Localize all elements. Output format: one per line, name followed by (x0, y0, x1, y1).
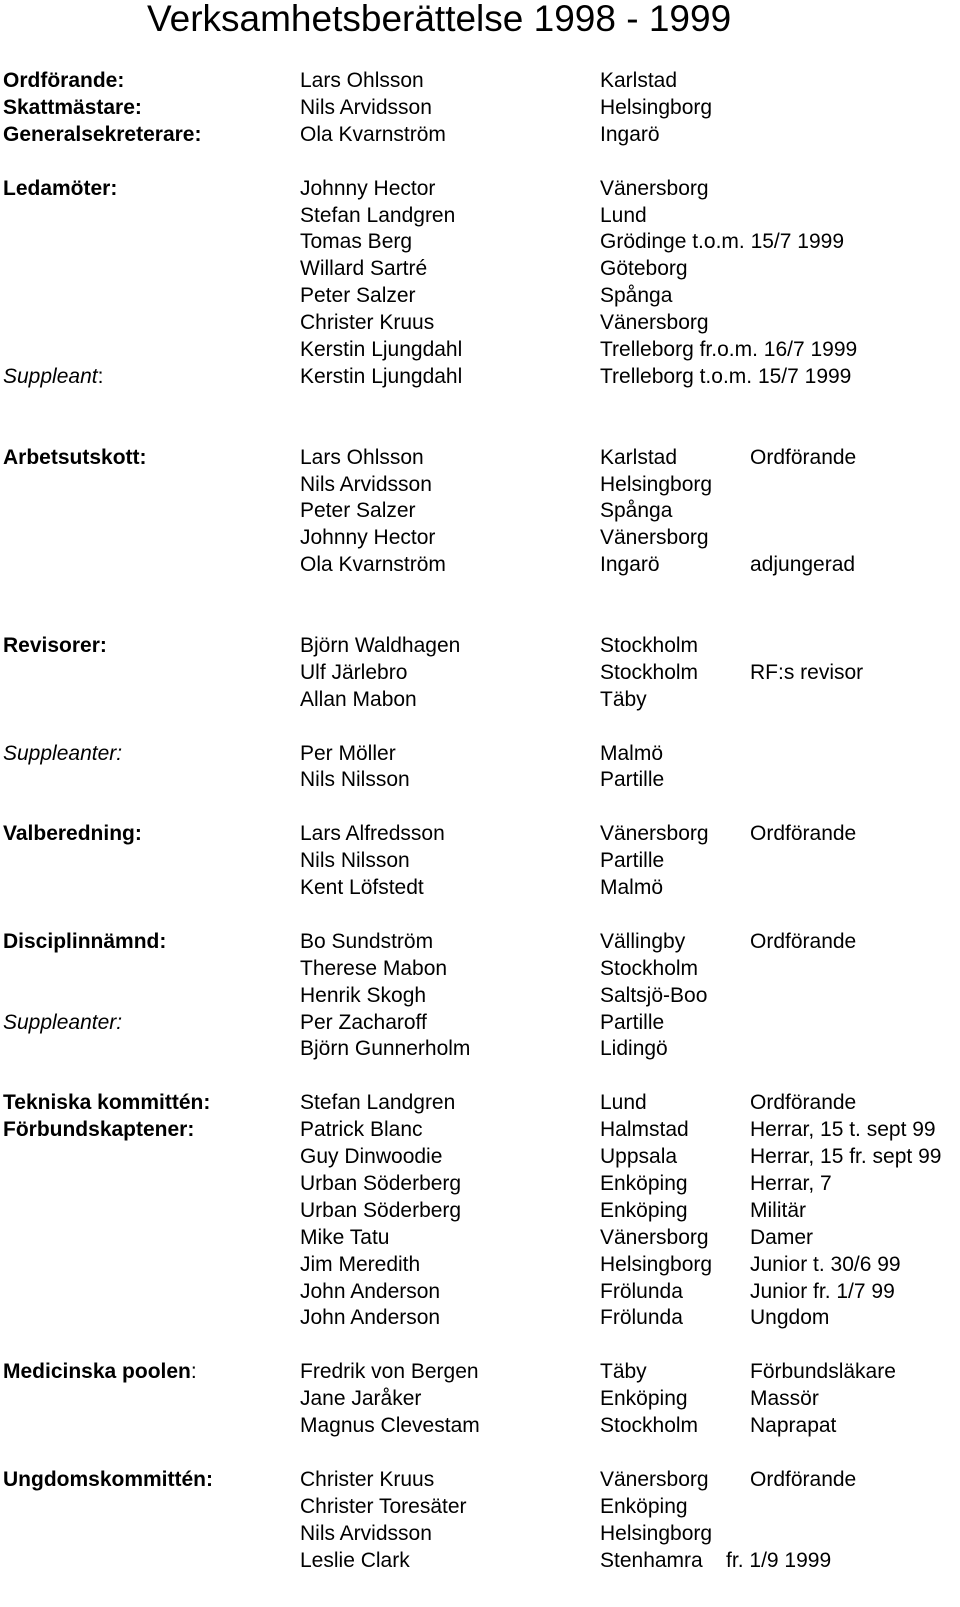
person-name: Stefan Landgren (300, 204, 456, 227)
role-label (3, 1466, 213, 1493)
role-note: Ordförande (750, 822, 857, 845)
person-name: Mike Tatu (300, 1226, 390, 1249)
city-name: Vänersborg (600, 526, 709, 549)
role-label (3, 928, 166, 955)
person-name: Per Möller (300, 742, 396, 765)
city-name: Karlstad (600, 446, 678, 469)
role-note: Damer (750, 1226, 814, 1249)
city-name: Stockholm (600, 634, 699, 657)
person-name: Urban Söderberg (300, 1172, 462, 1195)
roster-row (0, 228, 960, 255)
role-note: Herrar, 7 (750, 1172, 832, 1195)
role-label (3, 740, 122, 767)
role-label-text: Disciplinnämnd: (3, 930, 167, 953)
roster-row (0, 309, 960, 336)
city-name: Helsingborg (600, 1253, 713, 1276)
roster-row (0, 1304, 960, 1331)
person-name: Jane Jaråker (300, 1387, 422, 1410)
person-name: Fredrik von Bergen (300, 1360, 479, 1383)
city-name: Vänersborg (600, 177, 709, 200)
roster-row (0, 686, 960, 713)
city-name: Helsingborg (600, 1522, 713, 1545)
city-name: Vänersborg (600, 1468, 709, 1491)
person-name: Ulf Järlebro (300, 661, 408, 684)
city-name: Vänersborg (600, 822, 709, 845)
roster-row (0, 1035, 960, 1062)
person-name: Nils Nilsson (300, 768, 410, 791)
city-name: Enköping (600, 1387, 688, 1410)
city-name: Partille (600, 849, 665, 872)
role-note: Militär (750, 1199, 806, 1222)
city-name: Grödinge t.o.m. 15/7 1999 (600, 230, 844, 253)
role-note: RF:s revisor (750, 661, 864, 684)
roster-row (0, 282, 960, 309)
city-name: Lund (600, 204, 647, 227)
person-name: Nils Nilsson (300, 849, 410, 872)
city-name: Stockholm (600, 1414, 699, 1437)
roster-row (0, 1358, 960, 1385)
person-name: Johnny Hector (300, 177, 436, 200)
roster-row (0, 497, 960, 524)
person-name: Ola Kvarnström (300, 123, 446, 146)
role-label-text: Medicinska poolen (3, 1360, 191, 1383)
person-name: Tomas Berg (300, 230, 413, 253)
roster-row (0, 121, 960, 148)
roster-row (0, 255, 960, 282)
role-note: Junior fr. 1/7 99 (750, 1280, 895, 1303)
city-name: Malmö (600, 742, 664, 765)
person-name: Peter Salzer (300, 499, 416, 522)
city-name: Täby (600, 1360, 647, 1383)
document-title: Verksamhetsberättelse 1998 - 1999 (147, 0, 732, 39)
role-label (3, 175, 117, 202)
city-name: Uppsala (600, 1145, 678, 1168)
person-name: Magnus Clevestam (300, 1414, 480, 1437)
role-label (3, 363, 103, 390)
roster-row (0, 1385, 960, 1412)
person-name: Bo Sundström (300, 930, 434, 953)
roster-row (0, 1009, 960, 1036)
person-name: Ola Kvarnström (300, 553, 446, 576)
roster-row (0, 659, 960, 686)
city-name: Vänersborg (600, 1226, 709, 1249)
role-label-text: Revisorer: (3, 634, 107, 657)
role-note: Massör (750, 1387, 819, 1410)
city-name: Spånga (600, 284, 673, 307)
city-name: Halmstad (600, 1118, 689, 1141)
roster-row (0, 202, 960, 229)
roster-row (0, 955, 960, 982)
roster-row (0, 524, 960, 551)
person-name: Peter Salzer (300, 284, 416, 307)
city-name: Karlstad (600, 69, 678, 92)
person-name: Urban Söderberg (300, 1199, 462, 1222)
roster-row (0, 1251, 960, 1278)
role-note: Ordförande (750, 930, 857, 953)
role-label-text: Valberedning: (3, 822, 142, 845)
city-name: Saltsjö-Boo (600, 984, 708, 1007)
roster-row (0, 551, 960, 578)
role-label (3, 1089, 210, 1116)
person-name: Christer Toresäter (300, 1495, 467, 1518)
roster-row (0, 1547, 960, 1574)
roster-row (0, 1224, 960, 1251)
city-name: Helsingborg (600, 96, 713, 119)
person-name: John Anderson (300, 1306, 441, 1329)
role-label (3, 632, 107, 659)
role-label-text: Suppleanter: (3, 742, 123, 765)
role-label (3, 1009, 122, 1036)
role-label-text: Arbetsutskott: (3, 446, 147, 469)
role-note: Ungdom (750, 1306, 830, 1329)
role-label-text: Suppleant (3, 365, 98, 388)
person-name: Christer Kruus (300, 311, 435, 334)
city-name: Ingarö (600, 553, 660, 576)
roster-row (0, 632, 960, 659)
roster-row (0, 740, 960, 767)
role-note: adjungerad (750, 553, 856, 576)
roster-row (0, 444, 960, 471)
roster-row (0, 766, 960, 793)
person-name: Nils Arvidsson (300, 1522, 432, 1545)
roster-row (0, 1493, 960, 1520)
city-name: Trelleborg fr.o.m. 16/7 1999 (600, 338, 858, 361)
person-name: Allan Mabon (300, 688, 417, 711)
person-name: Björn Waldhagen (300, 634, 461, 657)
role-label (3, 1116, 194, 1143)
person-name: Guy Dinwoodie (300, 1145, 443, 1168)
role-note: Herrar, 15 t. sept 99 (750, 1118, 936, 1141)
person-name: Christer Kruus (300, 1468, 435, 1491)
city-name: Stockholm (600, 661, 699, 684)
roster-row (0, 1197, 960, 1224)
person-name: Kerstin Ljungdahl (300, 338, 463, 361)
person-name: Nils Arvidsson (300, 96, 432, 119)
person-name: Leslie Clark (300, 1549, 410, 1572)
city-name: Lidingö (600, 1037, 668, 1060)
city-name: Vällingby (600, 930, 686, 953)
city-name: Frölunda (600, 1280, 683, 1303)
role-label-text: Ledamöter: (3, 177, 118, 200)
person-name: Lars Ohlsson (300, 69, 424, 92)
role-note: Ordförande (750, 1091, 857, 1114)
role-label-text: Skattmästare: (3, 96, 142, 119)
city-name: Vänersborg (600, 311, 709, 334)
city-name: Lund (600, 1091, 647, 1114)
person-name: Kent Löfstedt (300, 876, 424, 899)
person-name: Björn Gunnerholm (300, 1037, 471, 1060)
role-label (3, 820, 142, 847)
city-name: Spånga (600, 499, 673, 522)
person-name: Kerstin Ljungdahl (300, 365, 463, 388)
city-name: Malmö (600, 876, 664, 899)
city-name: Partille (600, 768, 665, 791)
role-label (3, 444, 147, 471)
roster-row (0, 1089, 960, 1116)
person-name: Lars Alfredsson (300, 822, 445, 845)
roster-row (0, 982, 960, 1009)
roster-row (0, 363, 960, 390)
person-name: Jim Meredith (300, 1253, 421, 1276)
role-label (3, 121, 201, 148)
roster-row (0, 175, 960, 202)
city-name: Trelleborg t.o.m. 15/7 1999 (600, 365, 852, 388)
roster-row (0, 847, 960, 874)
person-name: Johnny Hector (300, 526, 436, 549)
role-label-text: Ordförande: (3, 69, 125, 92)
roster-row (0, 1520, 960, 1547)
roster-row (0, 471, 960, 498)
city-name: Stenhamra fr. 1/9 1999 (600, 1549, 832, 1572)
role-note: Ordförande (750, 446, 857, 469)
person-name: Stefan Landgren (300, 1091, 456, 1114)
role-label-text: Tekniska kommittén: (3, 1091, 211, 1114)
person-name: Therese Mabon (300, 957, 448, 980)
city-name: Stockholm (600, 957, 699, 980)
roster-row (0, 1278, 960, 1305)
person-name: John Anderson (300, 1280, 441, 1303)
person-name: Lars Ohlsson (300, 446, 424, 469)
role-label-text: : (97, 365, 104, 388)
role-label (3, 94, 142, 121)
roster-row (0, 1116, 960, 1143)
person-name: Henrik Skogh (300, 984, 427, 1007)
roster-row (0, 928, 960, 955)
roster-row (0, 1170, 960, 1197)
city-name: Ingarö (600, 123, 660, 146)
roster-row (0, 874, 960, 901)
role-note: Förbundsläkare (750, 1360, 896, 1383)
roster-row (0, 1466, 960, 1493)
person-name: Nils Arvidsson (300, 473, 432, 496)
city-name: Partille (600, 1011, 665, 1034)
roster-row (0, 336, 960, 363)
city-name: Frölunda (600, 1306, 683, 1329)
role-label-text: Generalsekreterare: (3, 123, 202, 146)
city-name: Enköping (600, 1172, 688, 1195)
person-name: Per Zacharoff (300, 1011, 427, 1034)
role-label (3, 1358, 197, 1385)
role-note: Ordförande (750, 1468, 857, 1491)
role-label-text: Ungdomskommittén: (3, 1468, 213, 1491)
role-note: Naprapat (750, 1414, 837, 1437)
role-label (3, 67, 124, 94)
person-name: Patrick Blanc (300, 1118, 423, 1141)
roster-row (0, 820, 960, 847)
city-name: Göteborg (600, 257, 688, 280)
role-label-text: Förbundskaptener: (3, 1118, 195, 1141)
person-name: Willard Sartré (300, 257, 428, 280)
role-label-text: Suppleanter: (3, 1011, 123, 1034)
city-name: Helsingborg (600, 473, 713, 496)
role-note: Herrar, 15 fr. sept 99 (750, 1145, 942, 1168)
role-label-text: : (190, 1360, 197, 1383)
roster-row (0, 67, 960, 94)
roster-row (0, 1412, 960, 1439)
city-name: Täby (600, 688, 647, 711)
roster-row (0, 1143, 960, 1170)
role-note: Junior t. 30/6 99 (750, 1253, 901, 1276)
city-name: Enköping (600, 1199, 688, 1222)
city-name: Enköping (600, 1495, 688, 1518)
roster-row (0, 94, 960, 121)
